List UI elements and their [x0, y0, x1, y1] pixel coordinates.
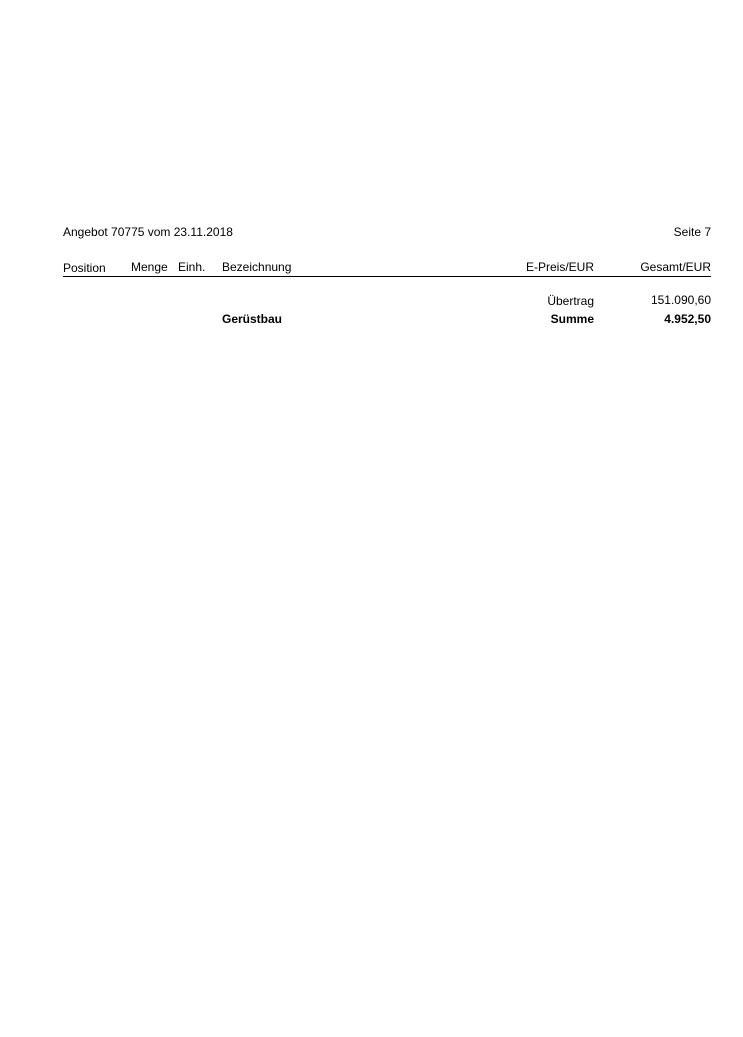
offer-title: Angebot 70775 vom 23.11.2018: [63, 225, 233, 239]
carryover-amount: 151.090,60: [650, 293, 711, 307]
column-header-gesamt: Gesamt/EUR: [640, 260, 711, 274]
carryover-label: Übertrag: [547, 294, 594, 308]
section-total-label: Summe: [550, 312, 594, 326]
column-header-position: Position: [63, 261, 106, 275]
section-title: Gerüstbau: [222, 312, 283, 326]
page-number: Seite 7: [673, 225, 711, 239]
column-header-menge: Menge: [131, 260, 168, 274]
section-total-amount: 4.952,50: [664, 312, 711, 326]
column-header-einheit: Einh.: [178, 260, 206, 274]
header-divider: [63, 276, 711, 277]
column-header-bezeichnung: Bezeichnung: [222, 260, 292, 274]
column-header-epreis: E-Preis/EUR: [525, 260, 594, 274]
